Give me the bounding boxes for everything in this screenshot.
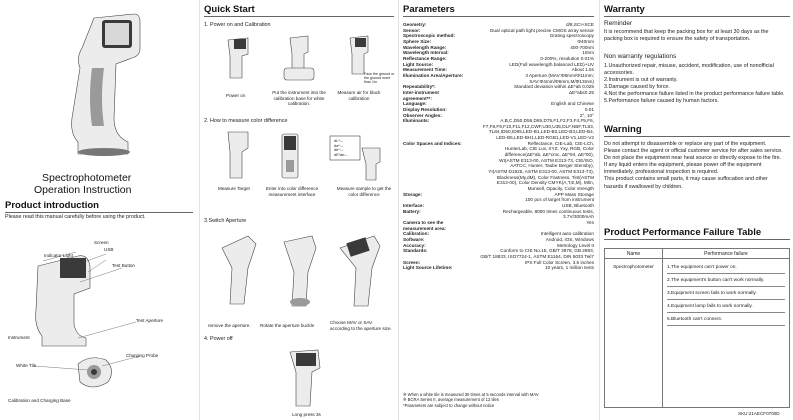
cover-column (0, 0, 198, 420)
param-value: HunterLab, CIE Luv, XYZ, Yxy, RGB, Color (504, 146, 594, 152)
step2-caption-measure-target: Measure Target (218, 186, 250, 191)
label-usb: USB (104, 247, 114, 252)
param-value: WI(ASTM E313-00, ASTM E313-73, CIE/ISO, (499, 157, 594, 163)
step3-illustrations (208, 228, 394, 318)
param-value: Yes (586, 219, 594, 225)
param-key: Illumination Area/Aperture: (403, 72, 464, 78)
param-key: Software: (403, 236, 425, 242)
param-value: Dual optical path light precise CMOS array sensor (490, 27, 594, 33)
list-item: 4.Not the performance failure listed in the product performance failure table. (604, 91, 785, 98)
param-value: E313-00), Color Density CMYK(A,T,E,M), Mlm, (496, 180, 594, 186)
param-key: Calibration: (403, 231, 430, 237)
param-value: Conform to CIE No.15, GB/T 3978, GB 2893, (500, 248, 594, 254)
step2-screen-readout (334, 139, 348, 157)
param-value: 2°, 10° (579, 112, 594, 118)
table-row (403, 90, 594, 101)
parameters-column (399, 0, 598, 420)
param-value: GB/T 18833, ISO7724-1, ASTM E1164, DIN 5033 Teil7 (480, 253, 594, 259)
quick-start-column (200, 0, 397, 420)
param-value: Android, iOS, Windows (545, 236, 594, 242)
step2-caption-enter-interface: Enter into color difference measurement interface (265, 186, 319, 197)
power-off-illustration (280, 346, 330, 412)
step2-illustrations (212, 130, 392, 186)
warning-list (604, 141, 788, 191)
table-row: 5.Bluetooth can't connect. (667, 317, 785, 326)
table-row (403, 265, 594, 271)
non-warranty-list (604, 63, 788, 106)
label-test-button: Test Button (112, 263, 135, 268)
param-value: 0.01 (584, 106, 594, 112)
heading-rule (604, 16, 790, 17)
param-key: Storage: (403, 191, 423, 197)
spectrophotometer-hero-image (64, 8, 144, 158)
param-value: 3 Aperture (MAV:Φ8mm/Φ11mm; (525, 72, 594, 78)
param-value: difference(ΔE*ab, ΔE*cmc, ΔE*94, ΔE*00), (504, 152, 594, 158)
param-key: Reflectance Range: (403, 55, 447, 61)
table-row: 1.The equipment can't power on. (667, 265, 785, 274)
list-item: 5.Performance failure caused by human factors. (604, 98, 719, 105)
label-indicator-light: Indicator Light (44, 253, 73, 258)
param-value: Φ40mm (577, 38, 594, 44)
cover-title-line2: Operation Instruction (34, 184, 132, 196)
param-key: Geometry: (403, 22, 427, 27)
param-key: Display Resolution: (403, 106, 447, 112)
failure-table-body (605, 259, 789, 407)
cover-title-line1: Spectrophotometer (42, 172, 132, 184)
step3-title: 3.Switch Aperture (204, 218, 247, 224)
param-key: Sensor: (403, 27, 421, 33)
label-white-tile: White Tile (16, 363, 37, 368)
parameters-table (403, 22, 594, 271)
failure-items (663, 259, 789, 407)
param-value: USB, Bluetooth (561, 203, 594, 208)
param-key: Accuracy: (403, 242, 426, 248)
failure-table-header (605, 249, 789, 259)
param-key: Repeatability*: (403, 84, 436, 90)
param-key: Spectroscopic method: (403, 33, 456, 39)
param-key: Observer Angles: (403, 112, 442, 118)
reminder-title: Reminder (604, 20, 633, 27)
warning-line: Do not place the equipment near heat source or directly expose to the fire. (604, 155, 782, 162)
list-item: 1.Unauthorized repair, misuse, accident, modification, use of nonofficial accessories. (604, 63, 774, 77)
param-key: Standards: (403, 248, 428, 254)
parameters-notes (403, 392, 539, 408)
label-instrument: Instrument (8, 335, 30, 340)
param-value: 10nm (582, 50, 594, 56)
readout-dl: dL*:-- (334, 139, 344, 143)
param-value: Metrology Level II (557, 242, 594, 248)
param-key: Interface: (403, 203, 425, 208)
param-key: Wavelength Range: (403, 44, 447, 50)
param-key: Sphere Size: (403, 38, 432, 44)
param-value: 10 years, 1 million tests (545, 265, 594, 271)
param-key: Color Spaces and Indices: (403, 140, 462, 146)
step3-caption-choose: Choose MAV or SAV according to the aperture size. (330, 320, 392, 331)
param-value: LED-B5,LED-BH1,LED-RGB1,LED-V1,LED-V2 (496, 135, 594, 141)
warning-line: If any liquid enters the equipment, please power off the equipment immediately, professional inspection is required. (604, 162, 762, 176)
param-value: Rechargeable, 8000 times continuous tests, (502, 208, 594, 214)
list-item: 3.Damage caused by force. (604, 84, 670, 91)
step2-title: 2. How to measure color difference (204, 118, 288, 124)
step1-caption-power-on: Power on (226, 93, 246, 98)
label-charging-probe: Charging Probe (126, 353, 159, 358)
readout-db: db*:-- (334, 148, 344, 153)
step1-caption-black-calibration: Measure air for black calibration (337, 90, 381, 101)
param-value: A,B,C,D50,D55,D65,D75,F1,F2,F3,F4,F5,F6, (500, 118, 594, 124)
param-value: English and Chinese (551, 101, 594, 107)
param-value: SAV:Φ4mm/Φ6mm,M/Φ13mm) (529, 78, 594, 84)
reminder-text: It is recommend that keep the packing box for at least 30 days as the packing box is required to ensure the safety of transportation. (604, 29, 769, 43)
step1-side-note: Face the ground or the ground more than 1m (364, 72, 395, 85)
label-screen: Screen (94, 240, 109, 245)
param-value: 100 pcs of target from instrument (525, 197, 594, 203)
param-value: About 1.5s (571, 67, 594, 73)
warranty-column (600, 0, 793, 420)
param-key: Illuminants: (403, 118, 430, 124)
label-calibration-base: Calibration and Charging Base (8, 398, 71, 403)
param-value: IPS Full Color Screen, 3.5 inches (524, 259, 594, 265)
step3-caption-remove: remove the aperture. (208, 323, 251, 328)
step3-caption-rotate: Rotate the aperture buckle (260, 323, 315, 328)
step1-title: 1. Power on and Calibration (204, 22, 271, 28)
heading-rule (403, 16, 594, 17)
param-value: Standard deviation within ΔE*ab 0.025 (513, 84, 594, 90)
heading-rule (204, 16, 394, 17)
param-value: 3.7V/3000mAh (562, 214, 594, 220)
heading-rule (5, 212, 193, 213)
failure-table (604, 248, 790, 408)
step4-caption: Long press 3s (292, 412, 321, 417)
warning-line: This product contains small parts, it may cause suffocation and other hazards if swallowed by children. (604, 176, 768, 190)
param-key: Inter-instrument agreement**: (403, 89, 439, 101)
note-change: *Parameters are subject to change without notice (403, 402, 495, 408)
list-item: 2.Instrument is out of warranty. (604, 77, 678, 84)
param-key: Screen: (403, 259, 421, 265)
col-failure: Performance failure (704, 251, 748, 257)
param-value: LED(Full wavelength balanced LED)+UV (509, 61, 594, 67)
product-introduction-heading: Product introduction (5, 200, 99, 211)
param-value: Reflectance, CIE-Lab, CIE-LCh, (527, 140, 594, 146)
param-key: measurement area: (403, 225, 446, 231)
step4-title: 4. Power off (204, 336, 233, 342)
non-warranty-title: Non warranty regulations (604, 53, 677, 60)
param-value: AATCC, Hunter, Taube Berger Stensby), (510, 163, 594, 169)
param-value: d/8,SCI+SCE (565, 22, 594, 27)
table-row: 3.Equipment screen fails to work normally. (667, 291, 785, 300)
quick-start-heading: Quick Start (204, 4, 255, 15)
sku-code: SKU:21AECF0700D (738, 411, 780, 416)
warranty-heading: Warranty (604, 4, 645, 15)
step1-caption-white-calibration: Put the instrument into the calibration base for white calibration. (272, 90, 326, 107)
warning-line: Please contact the agent or official customer service for after sales service. (604, 148, 783, 155)
param-value: 400-700nm (570, 44, 594, 50)
param-value: Blackness(My,dM), Color Fastness, Tint(ASTM (496, 174, 594, 180)
param-key: Language: (403, 101, 427, 107)
param-value: YI(ASTM D1925, ASTM E313-00, ASTM E313-73), (488, 169, 594, 175)
param-value: Grating spectroscopy (549, 33, 594, 39)
table-row: 2.The equipment's button can't work normally. (667, 278, 785, 287)
heading-rule (604, 136, 790, 137)
param-value: APP Mass Storage (554, 191, 594, 197)
label-test-aperture: Test Aperture (136, 318, 164, 323)
table-row: 4.Equipment lamp fails to work normally. (667, 304, 785, 313)
param-key: Camera to see the (403, 219, 444, 225)
param-key: Battery: (403, 208, 421, 214)
parameters-heading: Parameters (403, 4, 455, 15)
note-agreement: ※ BCRA Series II, average measurement of 12 tiles (403, 397, 499, 403)
readout-de: dE*ab:-- (334, 152, 348, 157)
col-name: Name (605, 249, 663, 258)
readout-da: da*:-- (334, 143, 344, 148)
param-key: Light Source Lifetime: (403, 265, 453, 271)
warning-line: Do not attempt to disassemble or replace any part of the equipment. (604, 141, 767, 147)
failure-table-heading: Product Performance Failure Table (604, 227, 762, 238)
heading-rule (604, 239, 790, 240)
intro-text: Please read this manual carefully before using the product. (5, 214, 146, 220)
product-name-cell: Spectrophotometer (605, 259, 663, 407)
param-value: ΔE*ab≤0.25 (569, 89, 594, 95)
param-value: F7,F8,F9,F10,F11,F12,CWF,U30,U35,DLF,NBF,TL83, (482, 123, 594, 129)
param-value: Munsell, Opacity, Color strength (527, 186, 594, 192)
param-value: 0-200%, resolution 0.01% (540, 55, 594, 61)
param-value: Intelligent auto calibration (540, 231, 594, 237)
param-value: TL84,ID50,ID65,LED-B1,LED-B2,LED-B3,LED-B4, (488, 129, 594, 135)
note-repeatability: ※ When a white tile is measured 30 times at 5 seconds interval with MAV (403, 392, 539, 397)
step2-caption-measure-sample: Measure sample to get the color difference (336, 186, 392, 197)
param-key: Measurement Time: (403, 67, 447, 73)
warning-heading: Warning (604, 124, 642, 135)
param-key: Wavelength Interval: (403, 50, 449, 56)
param-key: Light Source: (403, 61, 434, 67)
